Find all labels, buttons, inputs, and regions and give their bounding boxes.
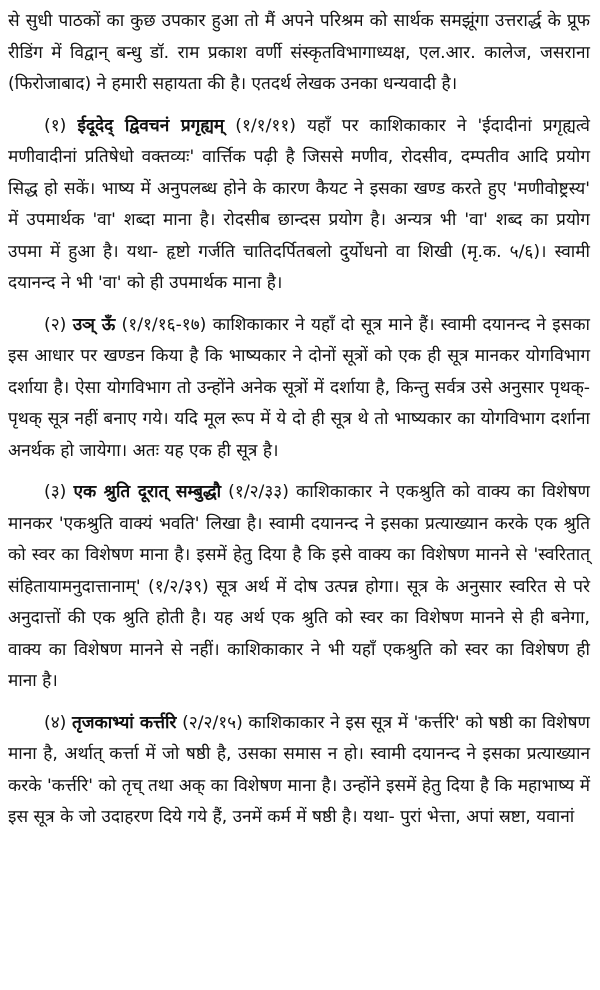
section-3-text: (१/२/३३) काशिकाकार ने एकश्रुति को वाक्य का विशेषण मानकर 'एकश्रुति वाक्यं भवति' लिखा है। स्वामी दयानन्द ने इसका प्रत्याख्यान करके एक श्रुति को स्वर का विशेषण माना है। इसमें हेतु दिया है कि इसे वाक्य का विशेषण मानने से 'स्वरितात् संहितायामनुदात्तानाम्' (१/२/३९) सूत्र अर्थ में दोष उत्पन्न होगा। सूत्र के अनुसार स्वरित से परे अनुदात्तों की एक श्रुति होती है। यह अर्थ एक श्रुति को स्वर का विशेषण मानने से ही बनेगा, वाक्य का विशेषण मानने से नहीं। काशिकाकार ने भी यहाँ एकश्रुति को स्वर का विशेषण ही माना है।: [8, 482, 590, 691]
section-2-text: (१/१/१६-१७) काशिकाकार ने यहाँ दो सूत्र माने हैं। स्वामी दयानन्द ने इसका इस आधार पर खण्डन किया है कि भाष्यकार ने दोनों सूत्रों को एक ही सूत्र मानकर योगविभाग दर्शाया है। ऐसा योगविभाग तो उन्होंने अनेक सूत्रों में दर्शाया है, किन्तु सर्वत्र उसे अनुसार पृथक्-पृथक् सूत्र नहीं बनाए गये। यदि मूल रूप में ये दो ही सूत्र थे तो भाष्यकार का योगविभाग दर्शाना अनर्थक हो जायेगा। अतः यह एक ही सूत्र है।: [8, 314, 590, 461]
section-2-number: (२): [44, 314, 67, 335]
section-2-sutra: उञ् ऊँ: [72, 314, 116, 335]
section-1-text: (१/१/११) यहाँ पर काशिकाकार ने 'ईदादीनां प्रगृह्यत्वे मणीवादीनां प्रतिषेधो वक्तव्यः' वार्त्तिक पढ़ी है जिससे मणीव, रोदसीव, दम्पतीव आदि प्रयोग सिद्ध हो सकें। भाष्य में अनुपलब्ध होने के कारण कैयट ने इसका खण्ड करते हुए 'मणीवोष्ट्रस्य' में उपमार्थक 'वा' शब्दा माना है। रोदसीब छान्दस प्रयोग है। अन्यत्र भी 'वा' शब्द का प्रयोग उपमा में हुआ है। यथा- हृष्टो गर्जति चातिदर्पितबलो दुर्योधनो वा शिखी (मृ.क. ५/६)। स्वामी दयानन्द ने भी 'वा' को ही उपमार्थक माना है।: [8, 115, 590, 293]
section-1-paragraph: [8, 111, 590, 300]
section-4-text: (२/२/१५) काशिकाकार ने इस सूत्र में 'कर्त्तरि' को षष्ठी का विशेषण माना है, अर्थात् कर्त्ता में जो षष्ठी है, उसका समास न हो। स्वामी दयानन्द ने इसका प्रत्याख्यान करके 'कर्त्तरि' को तृच् तथा अक् का विशेषण माना है। उन्होंने इसमें हेतु दिया है कि महाभाष्य में इस सूत्र के जो उदाहरण दिये गये हैं, उनमें कर्म में षष्ठी है। यथा- पुरां भेत्ता, अपां स्रष्टा, यवानां: [8, 712, 590, 827]
section-4-sutra: तृजकाभ्यां कर्त्तरि: [71, 712, 177, 733]
section-3-number: (३): [44, 482, 67, 502]
section-2-paragraph: [8, 310, 590, 468]
intro-paragraph: से सुधी पाठकों का कुछ उपकार हुआ तो मैं अपने परिश्रम को सार्थक समझूंगा उत्तरार्द्ध के प्रूफ रीडिंग में विद्वान् बन्धु डॉ. राम प्रकाश वर्णी संस्कृतविभागाध्यक्ष, एल.आर. कालेज, जसराना (फिरोजाबाद) ने हमारी सहायता की है। एतदर्थ लेखक उनका धन्यवादी है।: [8, 11, 590, 94]
section-1-sutra: ईदूदेद् द्विवचनं प्रगृह्यम्: [77, 115, 225, 136]
section-1-number: (१): [44, 115, 67, 136]
section-3-paragraph: [8, 477, 590, 698]
section-4-number: (४): [44, 712, 67, 733]
section-3-sutra: एक श्रुति दूरात् सम्बुद्धौ: [73, 482, 222, 502]
section-4-paragraph: [8, 708, 590, 834]
